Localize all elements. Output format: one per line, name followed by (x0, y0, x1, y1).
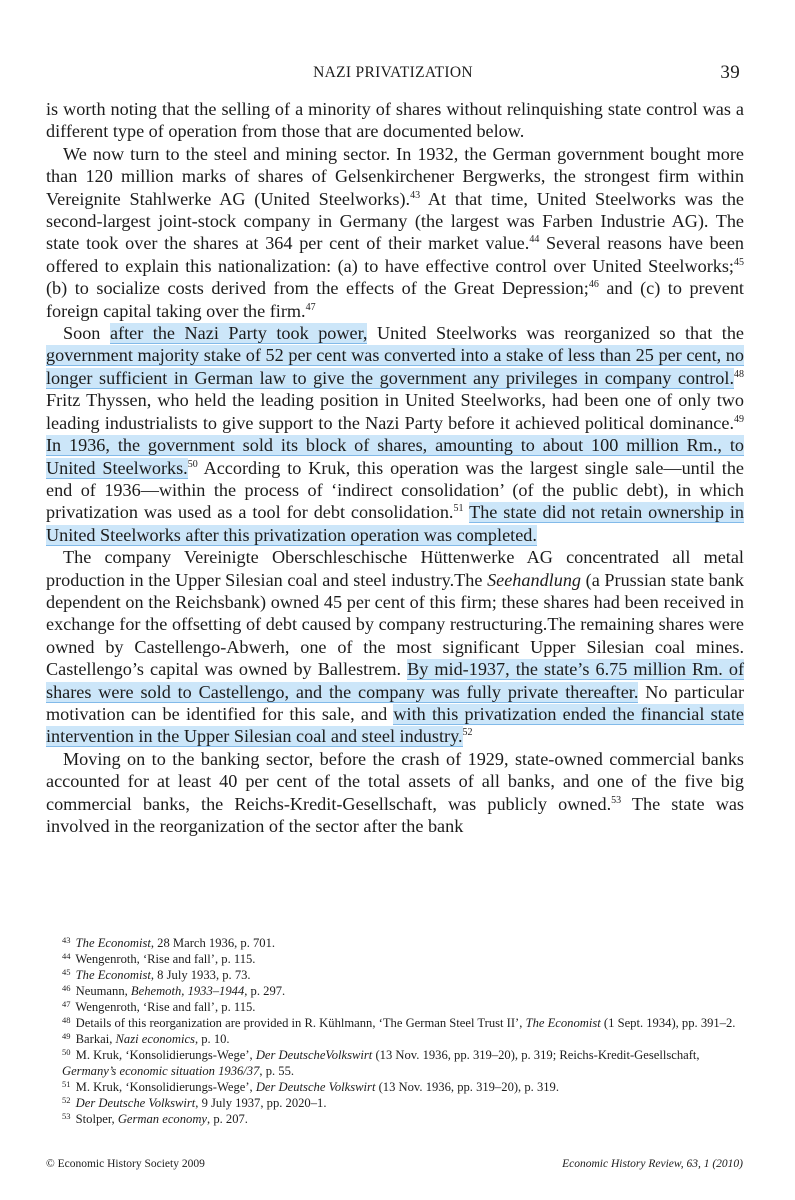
italic-text: The Economist (525, 1016, 601, 1030)
italic-text: Seehandlung (487, 569, 582, 590)
body-text (46, 98, 744, 837)
text-run: Details of this reorganization are provided in R. Kühlmann, ‘The German Steel Trust II’, (75, 1016, 526, 1030)
page-number: 39 (720, 62, 740, 83)
paragraph (46, 546, 744, 748)
text-run: No particular motivation can be identified for this sale, and (46, 681, 744, 724)
text-run: (b) to socialize costs derived from the effects of the Great Depression; (46, 278, 589, 299)
paragraph (46, 322, 744, 546)
footnote (46, 1015, 748, 1031)
running-title: NAZI PRIVATIZATION (313, 64, 473, 81)
footnote-number: 46 (62, 983, 71, 993)
text-run: Moving on to the banking sector, before the crash of 1929, state-owned commercial banks accounted for at least 40 per cent of the total assets of all banks, and one of the five big commercial banks, the Reichs-Kredit-Gesellschaft, was publicly owned. (46, 748, 744, 814)
text-run: The state was involved in the reorganization of the sector after the bank (46, 793, 745, 836)
highlighted-text: government majority stake of 52 per cent was converted into a stake of less than 25 per cent, no longer sufficient in German law to give the government any privileges in company control. (46, 345, 744, 388)
italic-text: Germany’s economic situation 1936/37 (62, 1064, 260, 1078)
paragraph (46, 98, 744, 143)
paragraph (46, 748, 744, 838)
footnote (46, 1047, 748, 1079)
footnote-ref: 51 (453, 503, 464, 515)
text-run: Several reasons have been offered to explain this nationalization: (a) to have effective control over United Steelworks; (46, 233, 744, 276)
text-run: (13 Nov. 1936, pp. 319–20), p. 319. (375, 1080, 559, 1094)
italic-text: German economy (117, 1112, 208, 1126)
footnote-ref: 43 (410, 189, 421, 201)
text-run: , 8 July 1933, p. 73. (150, 968, 251, 982)
text-run: Wengenroth, ‘Rise and fall’, p. 115. (75, 1000, 256, 1014)
italic-text: Der DeutscheVolkswirt (255, 1048, 373, 1062)
highlighted-text: By mid-1937, the state’s 6.75 million Rm. of shares were sold to Castellengo, and the company was fully private thereafter. (46, 659, 744, 702)
text-run: The company Vereinigte Oberschleschische Hüttenwerke AG concentrated all metal production in the Upper Silesian coal and steel industry.The (46, 547, 744, 590)
running-head (46, 64, 740, 88)
footnote (46, 1031, 748, 1047)
footnote-number: 49 (62, 1031, 71, 1041)
footnote-ref: 48 (734, 368, 744, 380)
footnote-number: 52 (62, 1095, 71, 1105)
footnote (46, 999, 748, 1015)
text-run: is worth noting that the selling of a minority of shares without relinquishing state control was a different type of operation from those that are documented below. (46, 99, 744, 142)
journal-citation: Economic History Review, 63, 1 (2010) (562, 1158, 743, 1170)
text-run: , p. 55. (259, 1064, 295, 1078)
text-run: , 9 July 1937, pp. 2020–1. (195, 1096, 327, 1110)
footnote (46, 951, 748, 967)
highlighted-text: The state did not retain ownership in United Steelworks after this privatization operation was completed. (46, 502, 745, 545)
text-run: Fritz Thyssen, who held the leading position in United Steelworks, had been one of only two leading industrialists to give support to the Nazi Party before it achieved political dominance. (46, 390, 744, 433)
text-run: (a Prussian state bank dependent on the Reichsbank) owned 45 per cent of this firm; these shares had been received in exchange for the offsetting of debt caused by company restructuring.The remaining shares were owned by Castellengo-Abwerh, one of the most significant Upper Silesian coal mines. Castellengo’s capital was owned by Ballestrem. (46, 569, 745, 680)
footnote-ref: 44 (529, 234, 540, 246)
footnote (46, 983, 748, 999)
text-run: , 28 March 1936, p. 701. (150, 936, 276, 950)
footnotes (46, 935, 748, 1127)
text-run: Stolper, (75, 1112, 118, 1126)
page-footer (46, 1158, 743, 1176)
footnote (46, 967, 748, 983)
paragraph (46, 143, 744, 322)
footnote-ref: 53 (611, 794, 622, 806)
text-run: (1 Sept. 1934), pp. 391–2. (600, 1016, 736, 1030)
text-run: Neumann, (75, 984, 131, 998)
copyright-notice: © Economic History Society 2009 (46, 1158, 205, 1170)
text-run: United Steelworks was reorganized so that the (367, 323, 745, 344)
text-run: M. Kruk, ‘Konsolidierungs-Wege’, (75, 1080, 256, 1094)
text-run: We now turn to the steel and mining sector. In 1932, the German government bought more than 120 million marks of shares of Gelsenkirchener Bergwerks, the strongest firm within Vereignite Stahlwerke AG (United Steelworks). (46, 143, 744, 209)
text-run: M. Kruk, ‘Konsolidierungs-Wege’, (75, 1048, 256, 1062)
text-run: , p. 10. (194, 1032, 230, 1046)
text-run: , p. 207. (207, 1112, 248, 1126)
italic-text: The Economist (75, 936, 151, 950)
italic-text: Behemoth, 1933–1944 (130, 984, 245, 998)
footnote-number: 48 (62, 1015, 71, 1025)
text-run: (13 Nov. 1936, pp. 319–20), p. 319; Reichs-Kredit-Gesellschaft, (372, 1048, 700, 1062)
italic-text: Nazi economics (115, 1032, 195, 1046)
text-run: According to Kruk, this operation was the largest single sale—until the end of 1936—within the process of ‘indirect consolidation’ (of the public debt), in which privatization was used as a tool for debt consolidation. (46, 457, 745, 523)
text-run: Soon (63, 323, 110, 344)
footnote-ref: 52 (462, 727, 473, 739)
text-run: At that time, United Steelworks was the second-largest joint-stock company in Germany (the largest was Farben Industrie AG). The state took over the shares at 364 per cent of their market value. (46, 188, 744, 254)
footnote-ref: 45 (734, 256, 744, 268)
italic-text: Der Deutsche Volkswirt (255, 1080, 376, 1094)
italic-text: Der Deutsche Volkswirt (75, 1096, 196, 1110)
footnote (46, 1095, 748, 1111)
footnote-ref: 46 (588, 279, 599, 291)
footnote-ref: 49 (734, 413, 744, 425)
highlighted-text: In 1936, the government sold its block of shares, amounting to about 100 million Rm., to United Steelworks. (46, 435, 744, 478)
footnote (46, 1079, 748, 1095)
footnote-number: 43 (62, 935, 71, 945)
highlighted-text: after the Nazi Party took power, (109, 323, 368, 344)
footnote-number: 50 (62, 1047, 71, 1057)
text-run: and (c) to prevent foreign capital taking over the firm. (46, 278, 744, 321)
footnote-ref: 47 (305, 301, 316, 313)
footnote-number: 44 (62, 951, 71, 961)
text-run: , p. 297. (244, 984, 286, 998)
footnote-number: 51 (62, 1079, 71, 1089)
footnote (46, 935, 748, 951)
footnote-ref: 50 (187, 458, 198, 470)
footnote-number: 53 (62, 1111, 71, 1121)
italic-text: The Economist (75, 968, 151, 982)
footnote-number: 45 (62, 967, 71, 977)
text-run: Barkai, (75, 1032, 116, 1046)
footnote (46, 1111, 748, 1127)
footnote-number: 47 (62, 999, 71, 1009)
text-run: Wengenroth, ‘Rise and fall’, p. 115. (75, 952, 256, 966)
highlighted-text: with this privatization ended the financial state intervention in the Upper Silesian coal and steel industry. (46, 703, 744, 747)
